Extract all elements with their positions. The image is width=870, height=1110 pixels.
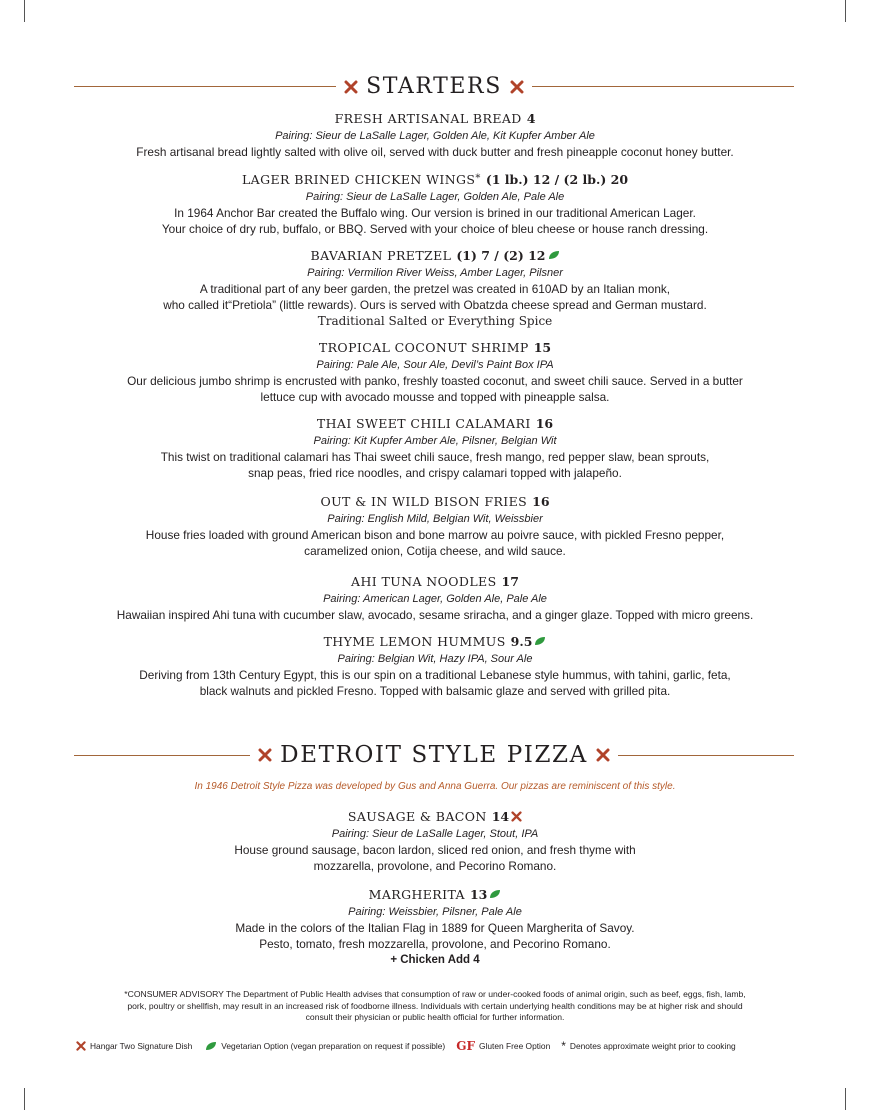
item-name: LAGER BRINED CHICKEN WINGS xyxy=(241,172,476,187)
item-description: mozzarella, provolone, and Pecorino Romano. xyxy=(313,859,557,873)
item-name: THAI SWEET CHILI CALAMARI xyxy=(316,416,531,431)
item-name: OUT & IN WILD BISON FRIES xyxy=(320,494,528,509)
item-name: BAVARIAN PRETZEL xyxy=(310,248,452,263)
item-price: 15 xyxy=(533,340,552,355)
item-pairing: Pairing: Sieur de LaSalle Lager, Golden Ale, Kit Kupfer Amber Ale xyxy=(275,130,595,142)
divider-line xyxy=(618,755,794,756)
legend-weight xyxy=(561,1039,735,1053)
item-description: This twist on traditional calamari has Thai sweet chili sauce, fresh mango, red pepper slaw, bean sprouts, xyxy=(160,450,710,464)
legend-signature xyxy=(74,1041,192,1051)
item-description: black walnuts and pickled Fresno. Topped with balsamic glaze and served with grilled pita. xyxy=(199,684,671,698)
item-pairing: Pairing: Sieur de LaSalle Lager, Stout, IPA xyxy=(331,828,539,840)
crop-mark xyxy=(845,1088,846,1110)
item-description: Pesto, tomato, fresh mozzarella, provolone, and Pecorino Romano. xyxy=(259,937,611,951)
item-description: Our delicious jumbo shrimp is encrusted with panko, freshly toasted coconut, and sweet chili sauce. Served in a butter xyxy=(127,374,743,388)
item-name: MARGHERITA xyxy=(368,887,465,902)
legend xyxy=(74,1039,794,1053)
item-description: Made in the colors of the Italian Flag in 1889 for Queen Margherita of Savoy. xyxy=(235,921,635,935)
leaf-icon xyxy=(548,250,560,260)
item-name: FRESH ARTISANAL BREAD xyxy=(334,111,522,126)
item-description: lettuce cup with avocado mousse and topped with pineapple salsa. xyxy=(260,390,610,404)
advisory-line: *CONSUMER ADVISORY The Department of Public Health advises that consumption of raw or under-cooked foods of animal origin, such as beef, eggs, fish, lamb, xyxy=(124,989,746,999)
item-pairing: Pairing: English Mild, Belgian Wit, Weissbier xyxy=(327,513,543,525)
item-description: Hawaiian inspired Ahi tuna with cucumber slaw, avocado, sesame sriracha, and a ginger glaze. Topped with micro greens. xyxy=(116,608,754,622)
menu-item xyxy=(40,633,830,699)
legend-gluten-free xyxy=(456,1039,550,1053)
item-name: THYME LEMON HUMMUS xyxy=(323,634,506,649)
item-price: 17 xyxy=(501,574,519,589)
item-description: House ground sausage, bacon lardon, sliced red onion, and fresh thyme with xyxy=(234,843,636,857)
item-price: 16 xyxy=(535,416,554,431)
item-name: SAUSAGE & BACON xyxy=(347,809,487,824)
asterisk-icon: * xyxy=(561,1039,566,1053)
item-name: TROPICAL COCONUT SHRIMP xyxy=(318,340,529,355)
legend-label: Gluten Free Option xyxy=(479,1041,551,1051)
item-name: AHI TUNA NOODLES xyxy=(351,574,497,589)
item-description: snap peas, fried rice noodles, and crispy calamari topped with jalapeño. xyxy=(248,466,622,480)
crossed-utensils-icon xyxy=(596,748,610,762)
menu-item xyxy=(40,247,830,330)
item-description: House fries loaded with ground American bison and bone marrow au poivre sauce, with pickled Fresno pepper, xyxy=(145,528,725,542)
menu-item xyxy=(40,573,830,623)
item-pairing: Pairing: Weissbier, Pilsner, Pale Ale xyxy=(348,906,522,918)
item-price: 16 xyxy=(532,494,550,509)
leaf-icon xyxy=(205,1041,217,1051)
item-price: 9.5 xyxy=(510,634,533,649)
divider-line xyxy=(532,86,794,87)
section-intro: In 1946 Detroit Style Pizza was developed by Gus and Anna Guerra. Our pizzas are reminiscent of this style. xyxy=(194,781,676,792)
item-description: caramelized onion, Cotija cheese, and wild sauce. xyxy=(304,544,566,558)
pizza-header xyxy=(74,742,794,768)
advisory-line: consult their physician or public health official for further information. xyxy=(305,1012,565,1022)
menu-item xyxy=(40,170,830,237)
menu-item xyxy=(40,886,830,968)
crop-mark xyxy=(845,0,846,22)
divider-line xyxy=(74,86,336,87)
section-title: STARTERS xyxy=(366,74,502,99)
item-description: A traditional part of any beer garden, the pretzel was created in 610AD by an Italian monk, xyxy=(199,282,671,296)
item-addon: + Chicken Add 4 xyxy=(390,954,480,966)
item-price: 14 xyxy=(491,809,510,824)
menu-item xyxy=(40,339,830,405)
menu-item xyxy=(40,110,830,160)
divider-line xyxy=(74,755,250,756)
crossed-utensils-icon xyxy=(510,80,524,94)
leaf-icon xyxy=(489,889,501,899)
legend-label: Hangar Two Signature Dish xyxy=(90,1041,193,1051)
legend-label: Denotes approximate weight prior to cooking xyxy=(569,1041,736,1051)
item-pairing: Pairing: Pale Ale, Sour Ale, Devil’s Paint Box IPA xyxy=(316,359,554,371)
item-description: who called it“Pretiola” (little rewards). Ours is served with Obatzda cheese spread and German mustard. xyxy=(163,298,707,312)
section-title: DETROIT STYLE PIZZA xyxy=(280,742,588,768)
item-price: (1) 7 / (2) 12 xyxy=(456,248,546,263)
item-description: In 1964 Anchor Bar created the Buffalo wing. Our version is brined in our traditional American Lager. xyxy=(174,206,696,220)
item-description: Deriving from 13th Century Egypt, this is our spin on a traditional Lebanese style hummus, with tahini, garlic, feta, xyxy=(139,668,731,682)
crossed-utensils-icon xyxy=(344,80,358,94)
starters-header xyxy=(74,74,794,99)
advisory-line: pork, poultry or shellfish, may result in an increased risk of foodborne illness. Individuals with certain underlying health conditions may be at higher risk and should xyxy=(127,1000,743,1011)
menu-item xyxy=(40,493,830,559)
gluten-free-icon: GF xyxy=(456,1039,475,1053)
leaf-icon xyxy=(534,636,546,646)
crossed-utensils-icon xyxy=(258,748,272,762)
item-description: Fresh artisanal bread lightly salted with olive oil, served with duck butter and fresh pineapple coconut honey butter. xyxy=(136,145,734,159)
item-description: Your choice of dry rub, buffalo, or BBQ. Served with your choice of bleu cheese or house ranch dressing. xyxy=(161,222,709,236)
item-pairing: Pairing: American Lager, Golden Ale, Pale Ale xyxy=(323,593,547,605)
item-pairing: Pairing: Kit Kupfer Amber Ale, Pilsner, Belgian Wit xyxy=(313,435,557,447)
crop-mark xyxy=(24,0,25,22)
menu-item xyxy=(40,415,830,481)
weight-asterisk: * xyxy=(475,173,481,184)
item-pairing: Pairing: Belgian Wit, Hazy IPA, Sour Ale xyxy=(337,653,533,665)
item-pairing: Pairing: Vermilion River Weiss, Amber Lager, Pilsner xyxy=(307,267,563,279)
signature-dish-icon xyxy=(76,1041,86,1051)
item-price: 4 xyxy=(526,111,536,126)
legend-vegetarian xyxy=(203,1041,445,1051)
item-pairing: Pairing: Sieur de LaSalle Lager, Golden Ale, Pale Ale xyxy=(305,191,565,203)
consumer-advisory xyxy=(75,989,795,1024)
item-price: 13 xyxy=(469,887,488,902)
menu-item xyxy=(40,808,830,874)
legend-label: Vegetarian Option (vegan preparation on request if possible) xyxy=(221,1041,446,1051)
item-price: (1 lb.) 12 / (2 lb.) 20 xyxy=(485,172,629,187)
signature-dish-icon xyxy=(511,811,522,822)
item-options: Traditional Salted or Everything Spice xyxy=(317,314,553,328)
crop-mark xyxy=(24,1088,25,1110)
